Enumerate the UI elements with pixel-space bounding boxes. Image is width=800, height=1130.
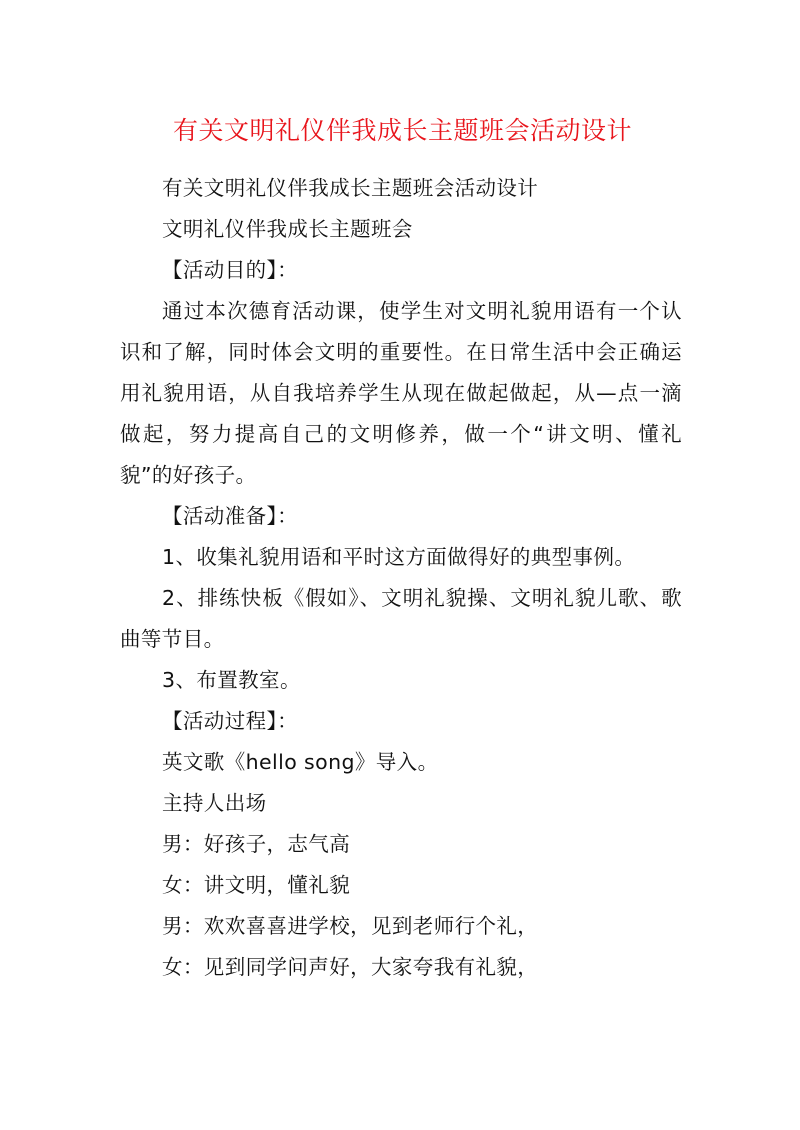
paragraph: 英文歌《hello song》导入。 [162,750,439,774]
paragraph: 主持人出场 [162,791,267,815]
dialogue-line: 男：欢欢喜喜进学校，见到老师行个礼， [162,914,539,938]
dialogue-line: 男：好孩子，志气高 [162,832,351,856]
list-item: 2、排练快板《假如》、文明礼貌操、文明礼貌儿歌、歌曲等节目。 [120,586,682,651]
section-heading: 【活动目的】： [162,258,299,282]
document-title: 有关文明礼仪伴我成长主题班会活动设计 [172,116,632,145]
dialogue-line: 女：见到同学问声好，大家夸我有礼貌， [162,955,539,979]
paragraph: 通过本次德育活动课，使学生对文明礼貌用语有一个认识和了解，同时体会文明的重要性。在日常生活中会正确运用礼貌用语，从自我培养学生从现在做起做起，从—点一滴做起，努力提高自己的文明修养，做一个“讲文明、懂礼貌”的好孩子。 [120,299,682,487]
list-item: 1、收集礼貌用语和平时这方面做得好的典型事例。 [162,545,636,569]
dialogue-line: 女：讲文明，懂礼貌 [162,873,351,897]
document-body [120,168,682,988]
section-heading: 【活动准备】： [162,504,299,528]
section-heading: 【活动过程】： [162,709,299,733]
list-item: 3、布置教室。 [162,668,301,692]
paragraph: 文明礼仪伴我成长主题班会 [162,217,413,241]
paragraph: 有关文明礼仪伴我成长主题班会活动设计 [162,176,539,200]
